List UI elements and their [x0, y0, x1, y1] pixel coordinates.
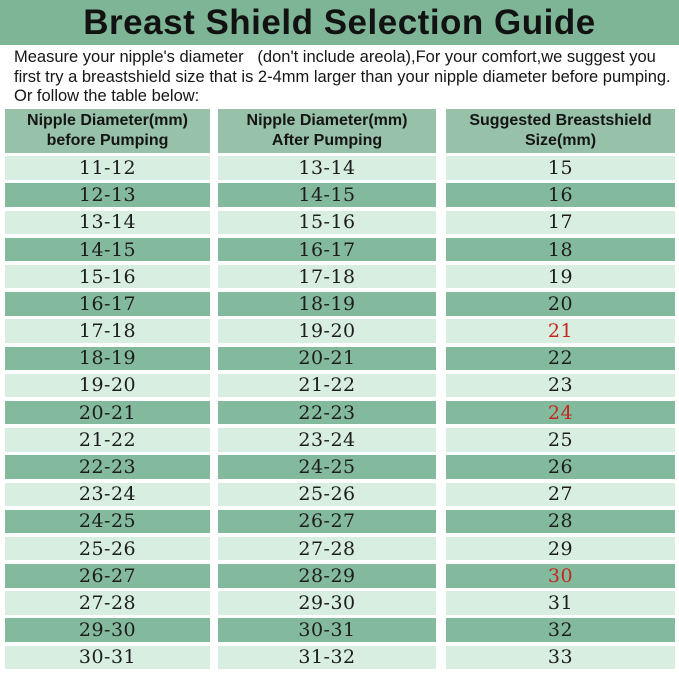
cell-suggested-size: 32: [446, 618, 675, 641]
cell-suggested-size: 21: [446, 319, 675, 342]
cell-after-pumping: 20-21: [218, 347, 436, 370]
table-body: [5, 156, 679, 669]
cell-after-pumping: 26-27: [218, 510, 436, 533]
table-row: [5, 591, 679, 614]
cell-before-pumping: 30-31: [5, 646, 210, 669]
table-row: [5, 156, 679, 179]
header-line: before Pumping: [46, 131, 169, 149]
cell-before-pumping: 19-20: [5, 374, 210, 397]
cell-after-pumping: 25-26: [218, 483, 436, 506]
header-before-pumping: [5, 109, 210, 153]
cell-before-pumping: 21-22: [5, 428, 210, 451]
cell-after-pumping: 17-18: [218, 265, 436, 288]
table-row: [5, 347, 679, 370]
table-row: [5, 483, 679, 506]
cell-after-pumping: 13-14: [218, 156, 436, 179]
table-row: [5, 401, 679, 424]
cell-suggested-size: 29: [446, 537, 675, 560]
cell-suggested-size: 16: [446, 183, 675, 206]
table-row: [5, 455, 679, 478]
cell-suggested-size: 33: [446, 646, 675, 669]
cell-after-pumping: 23-24: [218, 428, 436, 451]
cell-before-pumping: 27-28: [5, 591, 210, 614]
selection-table: [5, 109, 679, 670]
cell-after-pumping: 15-16: [218, 211, 436, 234]
cell-suggested-size: 20: [446, 292, 675, 315]
cell-after-pumping: 18-19: [218, 292, 436, 315]
intro-line-3: Or follow the table below:: [14, 87, 200, 105]
header-suggested-size: [446, 109, 675, 153]
header-line: Nipple Diameter(mm): [27, 111, 188, 129]
cell-after-pumping: 14-15: [218, 183, 436, 206]
table-row: [5, 428, 679, 451]
table-row: [5, 618, 679, 641]
cell-suggested-size: 24: [446, 401, 675, 424]
cell-before-pumping: 16-17: [5, 292, 210, 315]
cell-suggested-size: 18: [446, 238, 675, 261]
cell-after-pumping: 31-32: [218, 646, 436, 669]
cell-before-pumping: 15-16: [5, 265, 210, 288]
intro-line-1: Measure your nipple's diameter (don't include areola),For your comfort,we suggest you: [14, 48, 656, 66]
cell-before-pumping: 17-18: [5, 319, 210, 342]
cell-after-pumping: 19-20: [218, 319, 436, 342]
table-header-row: [5, 109, 679, 153]
cell-suggested-size: 25: [446, 428, 675, 451]
header-after-pumping: [218, 109, 436, 153]
intro-text: [0, 45, 679, 107]
cell-before-pumping: 26-27: [5, 564, 210, 587]
table-row: [5, 564, 679, 587]
table-row: [5, 238, 679, 261]
cell-after-pumping: 28-29: [218, 564, 436, 587]
cell-before-pumping: 29-30: [5, 618, 210, 641]
cell-after-pumping: 27-28: [218, 537, 436, 560]
header-line: Size(mm): [524, 131, 597, 149]
table-row: [5, 183, 679, 206]
cell-before-pumping: 18-19: [5, 347, 210, 370]
table-row: [5, 510, 679, 533]
cell-suggested-size: 22: [446, 347, 675, 370]
cell-suggested-size: 26: [446, 455, 675, 478]
table-row: [5, 265, 679, 288]
cell-before-pumping: 25-26: [5, 537, 210, 560]
cell-after-pumping: 30-31: [218, 618, 436, 641]
cell-before-pumping: 13-14: [5, 211, 210, 234]
header-line: After Pumping: [271, 131, 383, 149]
cell-suggested-size: 30: [446, 564, 675, 587]
cell-suggested-size: 19: [446, 265, 675, 288]
cell-suggested-size: 27: [446, 483, 675, 506]
cell-after-pumping: 22-23: [218, 401, 436, 424]
header-line: Nipple Diameter(mm): [246, 111, 408, 129]
cell-suggested-size: 31: [446, 591, 675, 614]
cell-after-pumping: 29-30: [218, 591, 436, 614]
header-line: Suggested Breastshield: [469, 111, 652, 129]
table-row: [5, 537, 679, 560]
cell-after-pumping: 21-22: [218, 374, 436, 397]
cell-suggested-size: 17: [446, 211, 675, 234]
table-row: [5, 211, 679, 234]
table-row: [5, 292, 679, 315]
cell-before-pumping: 24-25: [5, 510, 210, 533]
cell-before-pumping: 23-24: [5, 483, 210, 506]
cell-after-pumping: 24-25: [218, 455, 436, 478]
table-row: [5, 646, 679, 669]
cell-suggested-size: 23: [446, 374, 675, 397]
intro-line-2: first try a breastshield size that is 2-4mm larger than your nipple diameter before pumping.: [14, 67, 671, 86]
cell-before-pumping: 11-12: [5, 156, 210, 179]
cell-suggested-size: 28: [446, 510, 675, 533]
cell-before-pumping: 22-23: [5, 455, 210, 478]
page-title: Breast Shield Selection Guide: [0, 0, 679, 45]
cell-before-pumping: 12-13: [5, 183, 210, 206]
cell-suggested-size: 15: [446, 156, 675, 179]
cell-after-pumping: 16-17: [218, 238, 436, 261]
table-row: [5, 374, 679, 397]
cell-before-pumping: 14-15: [5, 238, 210, 261]
table-row: [5, 319, 679, 342]
cell-before-pumping: 20-21: [5, 401, 210, 424]
